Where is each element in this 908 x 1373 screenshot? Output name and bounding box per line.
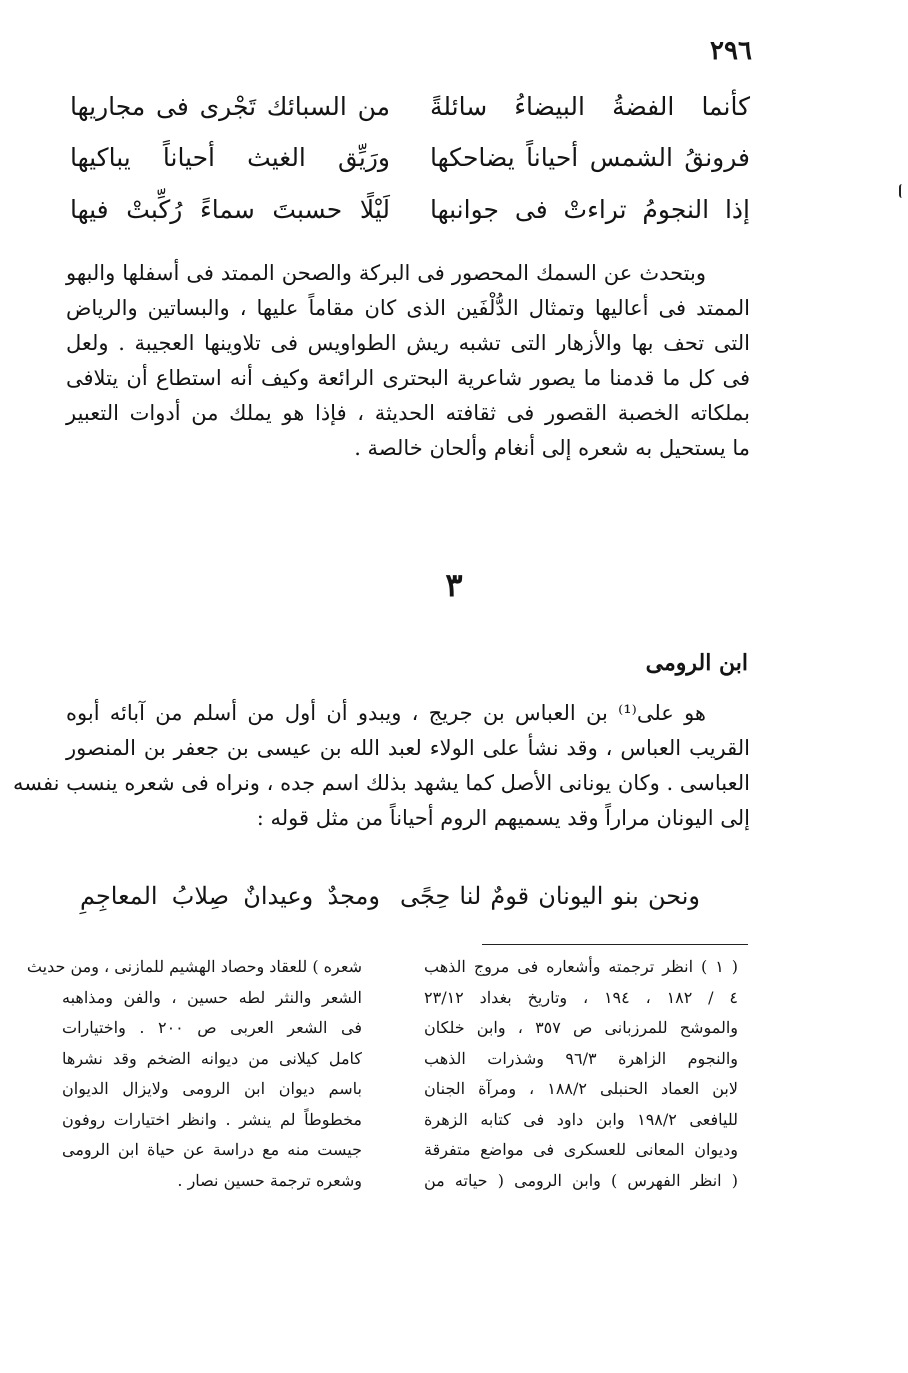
footnote-line: وديوان المعانى للعسكرى فى مواضع متفرقة	[424, 1140, 738, 1159]
page-number: ٢٩٦	[710, 36, 752, 66]
verse-hemistich: ونحن بنو اليونان قومٌ لنا حِجًى	[400, 882, 700, 910]
footnote-line: ( انظر الفهرس ) وابن الرومى ( حياته من	[424, 1170, 738, 1190]
footnote-line: كامل كيلانى من ديوانه الضخم وقد نشرها	[62, 1048, 362, 1068]
text-line: الممتد فى أعاليها وتمثال الدُّلْفَين الذى كان مقاماً عليها ، والبساتين والرياض	[66, 296, 750, 320]
footnote-line: لليافعى ١٩٨/٢ وابن داود فى كتابه الزهرة	[424, 1109, 738, 1129]
footnote-line: مخطوطاً لم ينشر . وانظر اختيارات روفون	[62, 1109, 362, 1129]
footnote-line: والنجوم الزاهرة ٩٦/٣ وشذرات الذهب	[424, 1048, 738, 1068]
section-title: ابن الرومى	[645, 650, 748, 676]
paragraph-bohtori	[66, 256, 750, 466]
footnote-line: ٤ / ١٨٢ ، ١٩٤ ، وتاريخ بغداد ٢٣/١٢	[424, 987, 738, 1007]
footnote-line: شعره ) للعقاد وحصاد الهشيم للمازنى ، ومن حديث	[26, 957, 362, 976]
verse-hemistich: ومجدٌ وعيدانٌ صِلابُ المعاجِمِ	[80, 882, 380, 910]
text-line: هو على⁽¹⁾ بن العباس بن جريج ، ويبدو أن أول من أسلم من آبائه أبوه	[66, 701, 707, 725]
verse-hemistich: ورَيِّق الغيث أحياناً يباكيها	[70, 143, 390, 172]
footnote-line: الشعر والنثر لطه حسين ، والفن ومذاهبه	[62, 987, 362, 1007]
paragraph-ibn-rumi	[12, 696, 750, 836]
text-line: وبتحدث عن السمك المحصور فى البركة والصحن الممتد فى أسفلها والبهو	[66, 261, 706, 285]
footnote-line: فى الشعر العربى ص ٢٠٠ . واختيارات	[62, 1018, 363, 1037]
verse-hemistich: فرونقُ الشمس أحياناً يضاحكها	[430, 143, 750, 172]
verse-line	[60, 195, 750, 245]
footnote-line: والموشح للمرزبانى ص ٣٥٧ ، وابن خلكان	[424, 1018, 739, 1037]
verse-line	[60, 92, 750, 142]
verse-line	[60, 882, 750, 932]
footnote-column-left	[26, 952, 363, 1196]
verse-line	[60, 143, 750, 193]
footnote-line: وشعره ترجمة حسين نصار .	[177, 1170, 362, 1190]
footnote-line: باسم ديوان ابن الرومى ولايزال الديوان	[62, 1079, 362, 1098]
verse-hemistich: كأنما الفضةُ البيضاءُ سائلةً	[430, 92, 750, 121]
text-line: العباسى . وكان يونانى الأصل كما يشهد بذلك اسم جده ، ونراه فى شعره ينسب نفسه	[12, 771, 750, 795]
verse-hemistich: من السبائك تَجْرى فى مجاريها	[70, 92, 390, 121]
text-line: ما يستحيل به شعره إلى أنغام وألحان خالصة .	[354, 436, 750, 460]
footnote-divider	[482, 944, 748, 945]
text-line: القريب العباس ، وقد نشأ على الولاء لعبد الله بن عيسى بن جعفر بن المنصور	[66, 736, 750, 760]
text-line: التى تحف بها والأزهار التى تشبه ريش الطواويس فى تلاوينها العجيبة . ولعل	[66, 331, 750, 355]
verse-hemistich: إذا النجومُ تراءتْ فى جوانبها	[430, 195, 750, 224]
verse-hemistich: لَيْلًا حسبتَ سماءً رُكِّبتْ فيها	[70, 195, 390, 224]
footnote-line: جيست منه مع دراسة عن حياة ابن الرومى	[62, 1140, 362, 1159]
text-line: إلى اليونان مراراً وقد يسميهم الروم أحياناً من مثل قوله :	[256, 806, 750, 830]
scan-edge-mark	[899, 184, 905, 198]
section-number: ٣	[445, 566, 463, 604]
footnote-column-right	[424, 952, 738, 1196]
text-line: بملكاته الخصبة القصور فى ثقافته الحديثة ، فإذا هو يملك من أدوات التعبير	[66, 401, 750, 425]
text-line: فى كل ما قدمنا ما يصور شاعرية البحترى الرائعة وكيف أنه استطاع أن يتلافى	[66, 366, 751, 390]
footnote-line: ( ١ ) انظر ترجمته وأشعاره فى مروج الذهب	[424, 957, 739, 976]
footnote-line: لابن العماد الحنبلى ١٨٨/٢ ، ومرآة الجنان	[424, 1079, 738, 1098]
